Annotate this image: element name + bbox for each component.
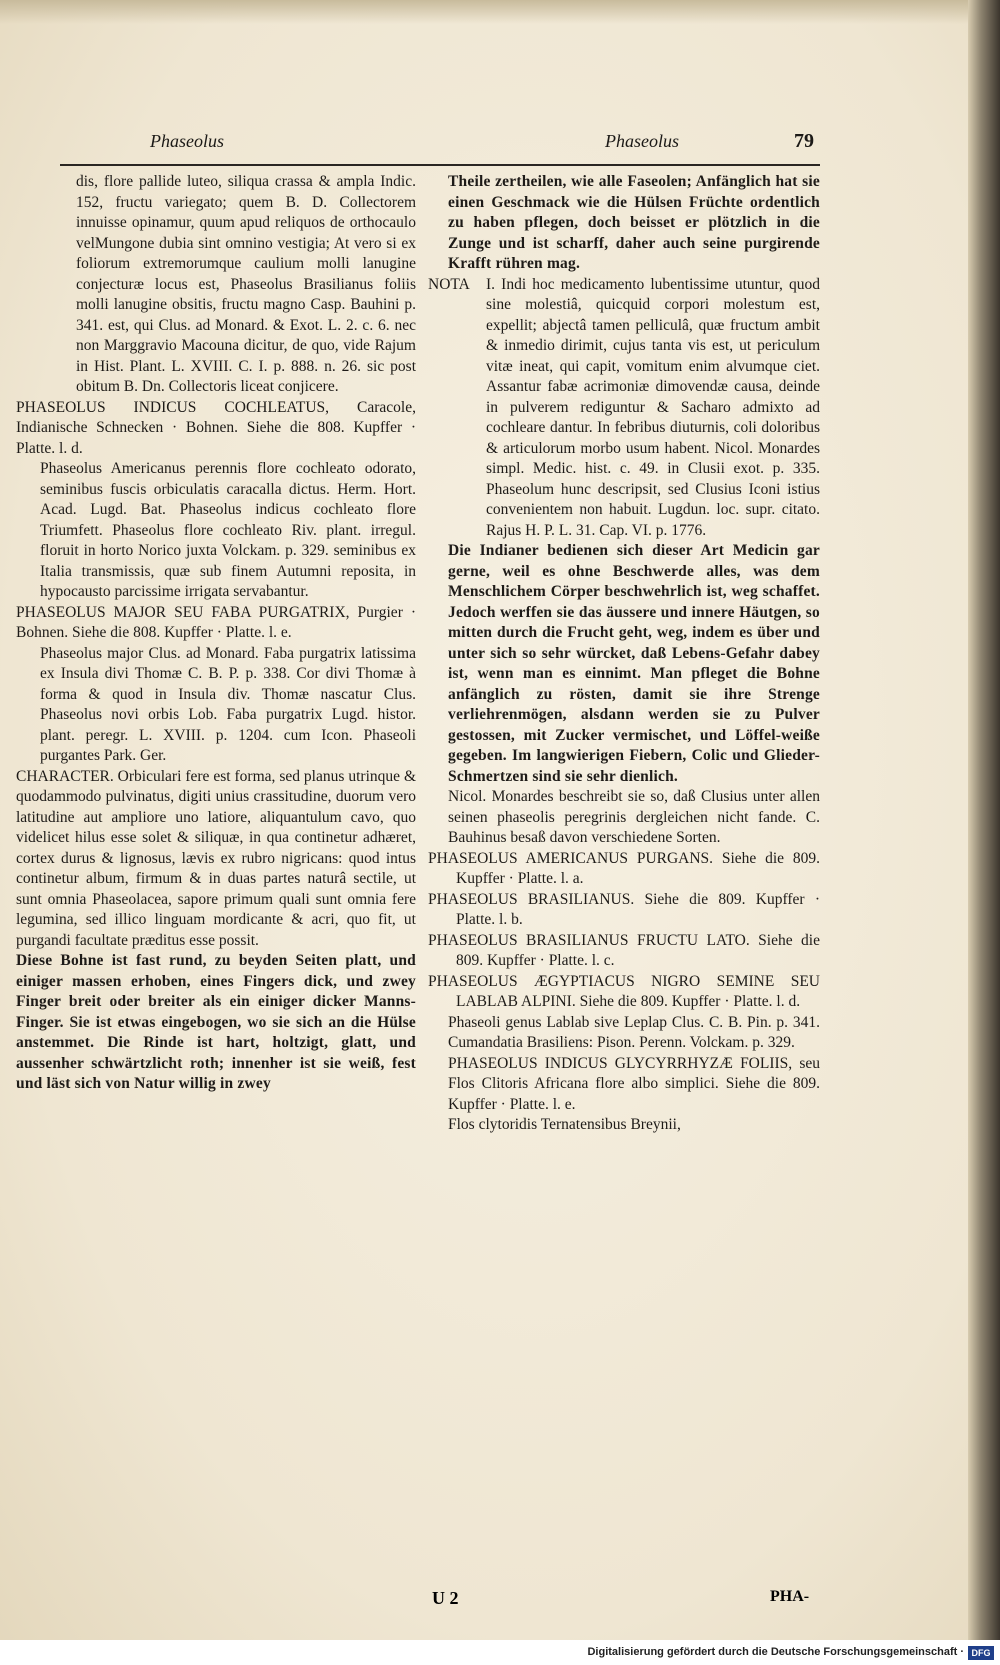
right-german-paragraph-2: Die Indianer bedienen sich dieser Art Medicin gar gerne, weil es ohne Beschwerde alles, was dem Menschlichem Cörper beschwehrlich ist, weg schaffet. Jedoch werffen sie das äussere und innere Häutgen, so mitten durch die Frucht geht, weg, indem es über und unter sich so sehr würcket, daß Lebens-Gefahr dabey ist, wenn man es einnimt. Man pfleget die Bohne anfänglich zu rösten, damit sie ihre Strenge verliehrenmögen, alsdann werden sie zu Pulver gestossen, mit Zucker vermischet, und Löffel-weiße gegeben. Im langwierigen Fiebern, Colic und Glieder-Schmertzen sind sie sehr dienlich. (448, 542, 820, 785)
character-paragraph: CHARACTER. Orbiculari fere est forma, sed planus utrinque & quodammodo pulvinatus, digiti unius crassitudine, duorum vero latitudine aut ampliore uno latiore, aliquantulum cavo, quo videlicet hilus esse solet & siliquæ, in qua continetur adhæret, cortex durus & lignosus, lævis ex rubro nigricans: quod intus continetur album, firmum & in duas partes naturâ sectile, ut sunt omnia Phaseolacea, sapore primum quali sunt omnia fere legumina, sed illico linguam mordicante & acri, quo fit, ut purgandi facultate præditus esse possit. (16, 767, 416, 949)
right-german-paragraph-1: Theile zertheilen, wie alle Faseolen; Anfänglich hat sie einen Geschmack wie die Hülsen Früchte ordentlich zu haben pflegen, doch beisset er plötzlich in die Zunge und ist scharff, daher auch seine purgirende Krafft rühren mag. (448, 173, 820, 272)
entry-americanus-purgans: PHASEOLUS AMERICANUS PURGANS. Siehe die 809. Kupffer · Platte. l. a. (428, 849, 820, 887)
page-top-shadow (0, 0, 968, 24)
left-german-paragraph: Diese Bohne ist fast rund, zu beyden Seiten platt, und einiger massen erhoben, eines Fingers dick, und zwey Finger breit oder breiter als ein einiger dicker Manns-Finger. Sie ist etwas eingebogen, wo sie sich an die Hülse anstemmet. Die Rinde ist hart, holtzigt, glatt, und aussenher schwärtzlicht roth; innenher ist sie weiß, fest und läst sich von Natur willig in zwey (16, 952, 416, 1092)
entry-aegyptiacus: PHASEOLUS ÆGYPTIACUS NIGRO SEMINE SEU LABLAB ALPINI. Siehe die 809. Kupffer · Platte. l. d. (428, 972, 820, 1010)
page-number: 79 (794, 130, 814, 152)
catchword: PHA- (770, 1588, 810, 1605)
page-binding-edge (968, 0, 1000, 1640)
lablab-paragraph: Phaseoli genus Lablab sive Leplap Clus. C. B. Pin. p. 341. Cumandatia Brasiliens: Pison. Perenn. Volckam. p. 329. (448, 1013, 820, 1051)
right-column (428, 172, 820, 1136)
left-paragraph-1: dis, flore pallide luteo, siliqua crassa & ampla Indic. 152, fructu variegato; quem B. D. Collectorem innuisse opinamur, quum apud reliquos de orthocaulo velMungone dubia sint omnino vestigia; At vero si ex foliorum extremorumque caulium molli lanugine conjecturæ locus est, Phaseolus Brasilianus foliis molli lanugine obsitis, fructu magno Casp. Bauhini p. 341. est, qui Clus. ad Monard. & Exot. L. 2. c. 6. nec non Marggravio Macouna dicitur, de quo, vide Rajum in Hist. Plant. L. XVIII. C. I. p. 888. n. 26. sic post obitum B. Dn. Collectoris liceat conjicere. (76, 173, 416, 395)
dfg-logo-icon: DFG (968, 1646, 994, 1660)
running-head-left: Phaseolus (150, 131, 224, 151)
entry-brasilianus-fructu-lato: PHASEOLUS BRASILIANUS FRUCTU LATO. Siehe die 809. Kupffer · Platte. l. c. (428, 931, 820, 969)
entry-indicus-glycyrrhyzae: PHASEOLUS INDICUS GLYCYRRHYZÆ FOLIIS, seu Flos Clitoris Africana flore albo simplici. Siehe die 809. Kupffer · Platte. l. e. (448, 1054, 820, 1113)
flos-clytoridis-line: Flos clytoridis Ternatensibus Breynii, (448, 1116, 681, 1133)
signature-mark: U 2 (432, 1588, 459, 1608)
nota-label: NOTA (428, 275, 470, 293)
nota-paragraph: I. Indi hoc medicamento lubentissime utuntur, quod sine molestiâ, quicquid corpori molestum est, expellit; abjectâ tamen pelliculâ, quæ fructum ambit & inmedio dirimit, cujus tanta vis est, ut periculum vitæ ineat, qui capit, vomitum enim alvumque ciet. Assantur fabæ acrimoniæ dimovendæ causa, deinde in pulverem rediguntur & Sacharo admixto ad cochleare dantur. In febribus diuturnis, coli doloribus & articulorum morbo usum habent. Nicol. Monardes simpl. Medic. hist. c. 49. in Clusii exot. p. 335. Phaseolum hunc descripsit, sed Clusius Iconi istius convenientem non habuit. Lugdun. loc. supr. citato. Rajus H. P. L. 31. Cap. VI. p. 1776. (486, 275, 820, 539)
header-rule (60, 164, 820, 166)
left-column (16, 172, 416, 1095)
left-paragraph-3: Phaseolus Americanus perennis flore cochleato odorato, seminibus fuscis orbiculatis caracalla dictus. Herm. Hort. Acad. Lugd. Bat. Phaseolus indicus cochleato flore Triumfett. Phaseolus flore cochleato Riv. plant. irregul. floruit in horto Norico juxta Volckam. p. 329. seminibus ex Italia transmissis, quæ sub finem Autumni reposita, in hypocausto parcissime irrigata servabantur. (40, 460, 416, 600)
entry-indicus-cochleatus: PHASEOLUS INDICUS COCHLEATUS, Caracole, Indianische Schnecken · Bohnen. Siehe die 808. Kupffer · Platte. l. d. (16, 398, 416, 457)
nota-block (428, 275, 820, 542)
left-paragraph-5: Phaseolus major Clus. ad Monard. Faba purgatrix latissima ex Insula divi Thomæ C. B. P. p. 338. Cor divi Thomæ à forma & quod in Insula div. Thomæ nascatur Clus. Phaseolus novi orbis Lob. Faba purgatrix Lugd. histor. plant. peregr. L. XVIII. p. 1204. cum Icon. Phaseoli purgantes Park. Ger. (40, 644, 416, 764)
entry-major-faba-purgatrix: PHASEOLUS MAJOR SEU FABA PURGATRIX, Purgier · Bohnen. Siehe die 808. Kupffer · Platte. l. e. (16, 603, 416, 641)
digitization-credit: Digitalisierung gefördert durch die Deutsche Forschungsgemeinschaft · (587, 1646, 964, 1658)
running-head-center: Phaseolus (605, 131, 679, 151)
monardes-paragraph: Nicol. Monardes beschreibt sie so, daß Clusius unter allen seinen phaseolis peregrinis dergleichen nicht fande. C. Bauhinus besaß davon verschiedene Sorten. (448, 788, 820, 846)
entry-brasilianus: PHASEOLUS BRASILIANUS. Siehe die 809. Kupffer · Platte. l. b. (428, 890, 820, 928)
